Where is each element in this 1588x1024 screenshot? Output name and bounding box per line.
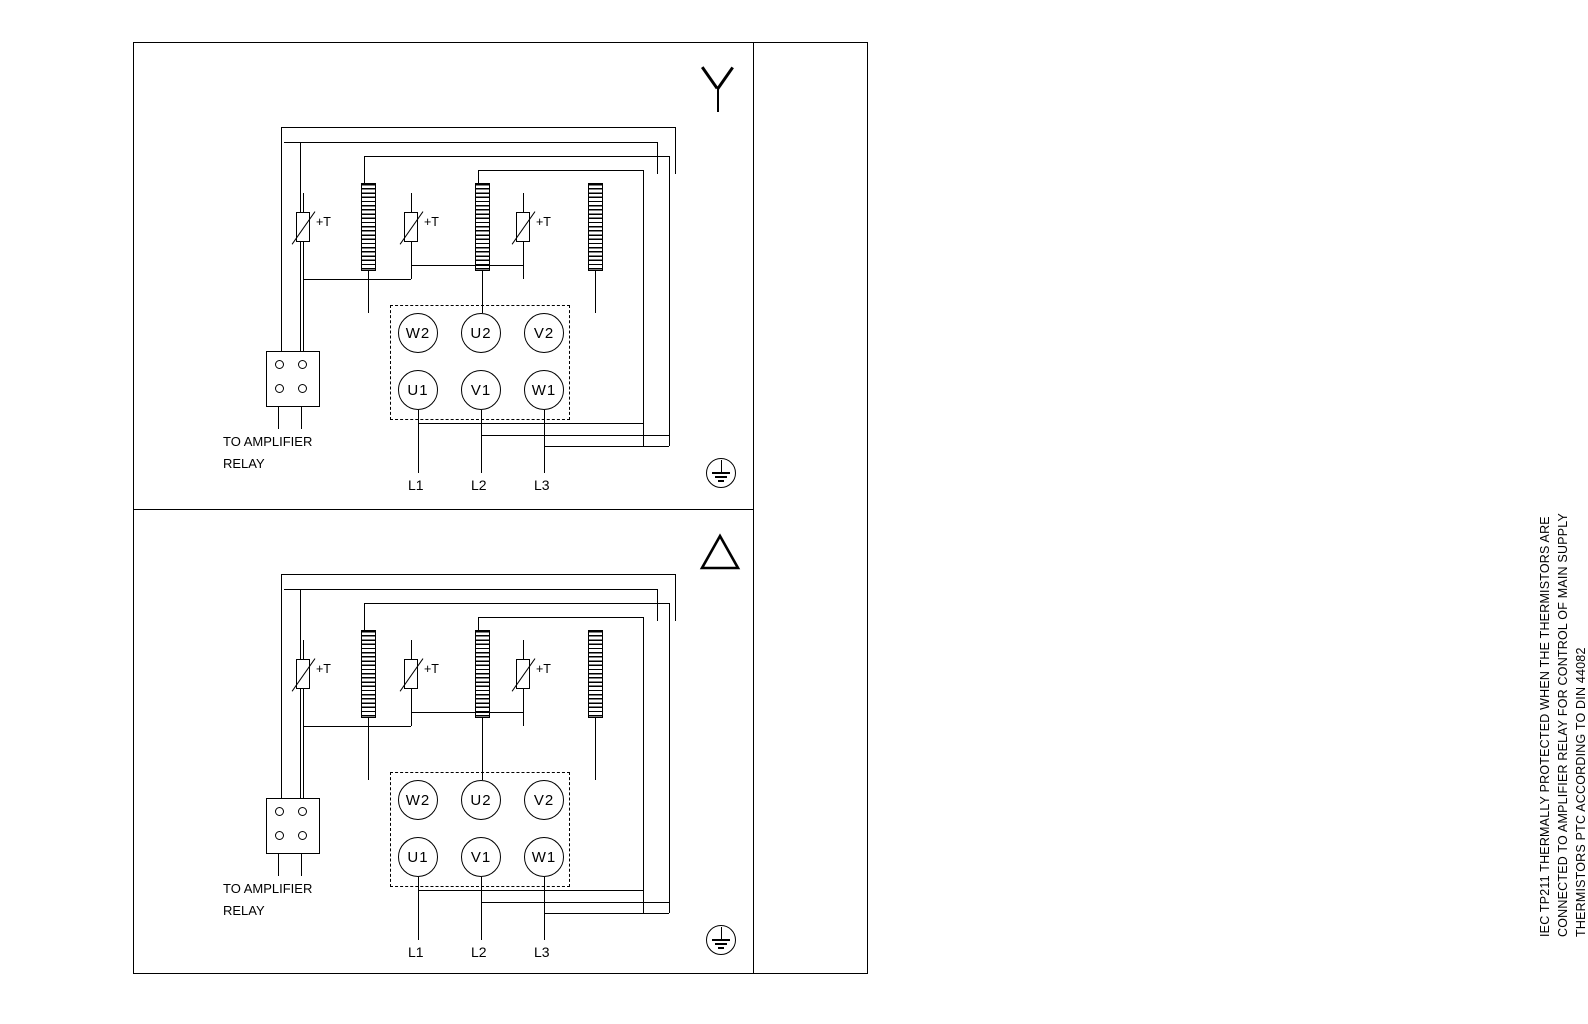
note-line-3: THERMISTORS PTC ACCORDING TO DIN 44082 <box>1574 647 1588 937</box>
winding-coil-3 <box>588 183 603 271</box>
terminal-v2: V2 <box>524 780 564 820</box>
winding-coil-2 <box>475 630 490 718</box>
wire <box>669 156 670 446</box>
wire <box>411 689 412 726</box>
wire-l1 <box>418 410 419 473</box>
wire <box>303 193 304 212</box>
phase-label-l1: L1 <box>408 477 424 493</box>
terminal-u2: U2 <box>461 313 501 353</box>
earth-symbol <box>703 925 741 955</box>
wire <box>301 854 302 876</box>
wire <box>284 589 304 590</box>
delta-glyph <box>700 534 740 570</box>
winding-coil-1 <box>361 630 376 718</box>
panel-delta-connection <box>133 510 753 976</box>
terminal-v1: V1 <box>461 837 501 877</box>
thermistor-label-3: +T <box>536 215 551 229</box>
wire <box>669 603 670 913</box>
wire <box>643 170 644 446</box>
connector-label-line-2: RELAY <box>223 903 265 918</box>
phase-label-l3: L3 <box>534 944 550 960</box>
wire <box>278 854 279 876</box>
phase-label-l1: L1 <box>408 944 424 960</box>
wire <box>303 279 411 280</box>
terminal-w2: W2 <box>398 313 438 353</box>
terminal-v2: V2 <box>524 313 564 353</box>
terminal-w1: W1 <box>524 837 564 877</box>
wire <box>281 127 676 128</box>
wire <box>300 142 657 143</box>
wire <box>523 242 524 279</box>
note-column <box>753 42 1588 974</box>
earth-symbol <box>703 458 741 488</box>
connector-label-line-1: TO AMPLIFIER <box>223 881 313 896</box>
wire <box>478 617 643 618</box>
wire <box>657 142 658 174</box>
note-line-1: IEC TP211 THERMALLY PROTECTED WHEN THE THERMISTORS ARE <box>1538 516 1552 937</box>
thermistor-3 <box>516 659 530 689</box>
wire <box>523 689 524 726</box>
wire <box>523 640 524 659</box>
phase-label-l2: L2 <box>471 944 487 960</box>
thermistor-label-3: +T <box>536 662 551 676</box>
wire <box>303 242 304 357</box>
wire <box>368 271 369 313</box>
wire <box>418 890 643 891</box>
wire <box>301 407 302 429</box>
wire <box>657 589 658 621</box>
wire-l1 <box>418 877 419 940</box>
thermistor-label-1: +T <box>316 215 331 229</box>
thermistor-label-2: +T <box>424 215 439 229</box>
wire <box>300 589 301 804</box>
wire <box>411 265 523 266</box>
wire <box>482 718 483 780</box>
terminal-u1: U1 <box>398 837 438 877</box>
connector-label-line-2: RELAY <box>223 456 265 471</box>
wire <box>411 640 412 659</box>
wire <box>595 718 596 780</box>
winding-coil-3 <box>588 630 603 718</box>
wire <box>411 193 412 212</box>
wire <box>281 574 676 575</box>
terminal-u2: U2 <box>461 780 501 820</box>
thermistor-label-2: +T <box>424 662 439 676</box>
phase-label-l2: L2 <box>471 477 487 493</box>
thermistor-2 <box>404 212 418 242</box>
terminal-v1: V1 <box>461 370 501 410</box>
wire <box>544 446 669 447</box>
wire <box>281 127 282 357</box>
wire <box>300 142 301 357</box>
wire <box>284 142 304 143</box>
delta-symbol <box>700 534 740 570</box>
wire <box>368 718 369 780</box>
wire <box>303 640 304 659</box>
thermistor-label-1: +T <box>316 662 331 676</box>
wire <box>544 913 669 914</box>
wire <box>411 712 523 713</box>
wire <box>481 902 669 903</box>
wire <box>281 574 282 804</box>
winding-coil-1 <box>361 183 376 271</box>
wye-symbol <box>700 68 740 112</box>
winding-coil-2 <box>475 183 490 271</box>
wire <box>643 617 644 913</box>
connector-label-line-1: TO AMPLIFIER <box>223 434 313 449</box>
wire <box>364 603 669 604</box>
wire-l2 <box>481 877 482 940</box>
wire <box>675 127 676 174</box>
wire <box>523 193 524 212</box>
panel-star-connection <box>133 43 753 509</box>
wire <box>595 271 596 313</box>
wire-l3 <box>544 877 545 940</box>
wire <box>478 170 643 171</box>
wire <box>303 689 304 804</box>
wire <box>303 726 411 727</box>
wire <box>675 574 676 621</box>
note-line-2: CONNECTED TO AMPLIFIER RELAY FOR CONTROL OF MAIN SUPPLY <box>1556 512 1570 937</box>
thermistor-1 <box>296 659 310 689</box>
wire <box>411 242 412 279</box>
wire <box>364 156 669 157</box>
terminal-w1: W1 <box>524 370 564 410</box>
wire <box>278 407 279 429</box>
wire <box>418 423 643 424</box>
wire <box>300 589 657 590</box>
amplifier-connector-block <box>266 798 320 854</box>
wire-l2 <box>481 410 482 473</box>
wire-l3 <box>544 410 545 473</box>
terminal-w2: W2 <box>398 780 438 820</box>
wire <box>481 435 669 436</box>
thermistor-2 <box>404 659 418 689</box>
amplifier-connector-block <box>266 351 320 407</box>
thermistor-3 <box>516 212 530 242</box>
terminal-u1: U1 <box>398 370 438 410</box>
thermistor-1 <box>296 212 310 242</box>
phase-label-l3: L3 <box>534 477 550 493</box>
